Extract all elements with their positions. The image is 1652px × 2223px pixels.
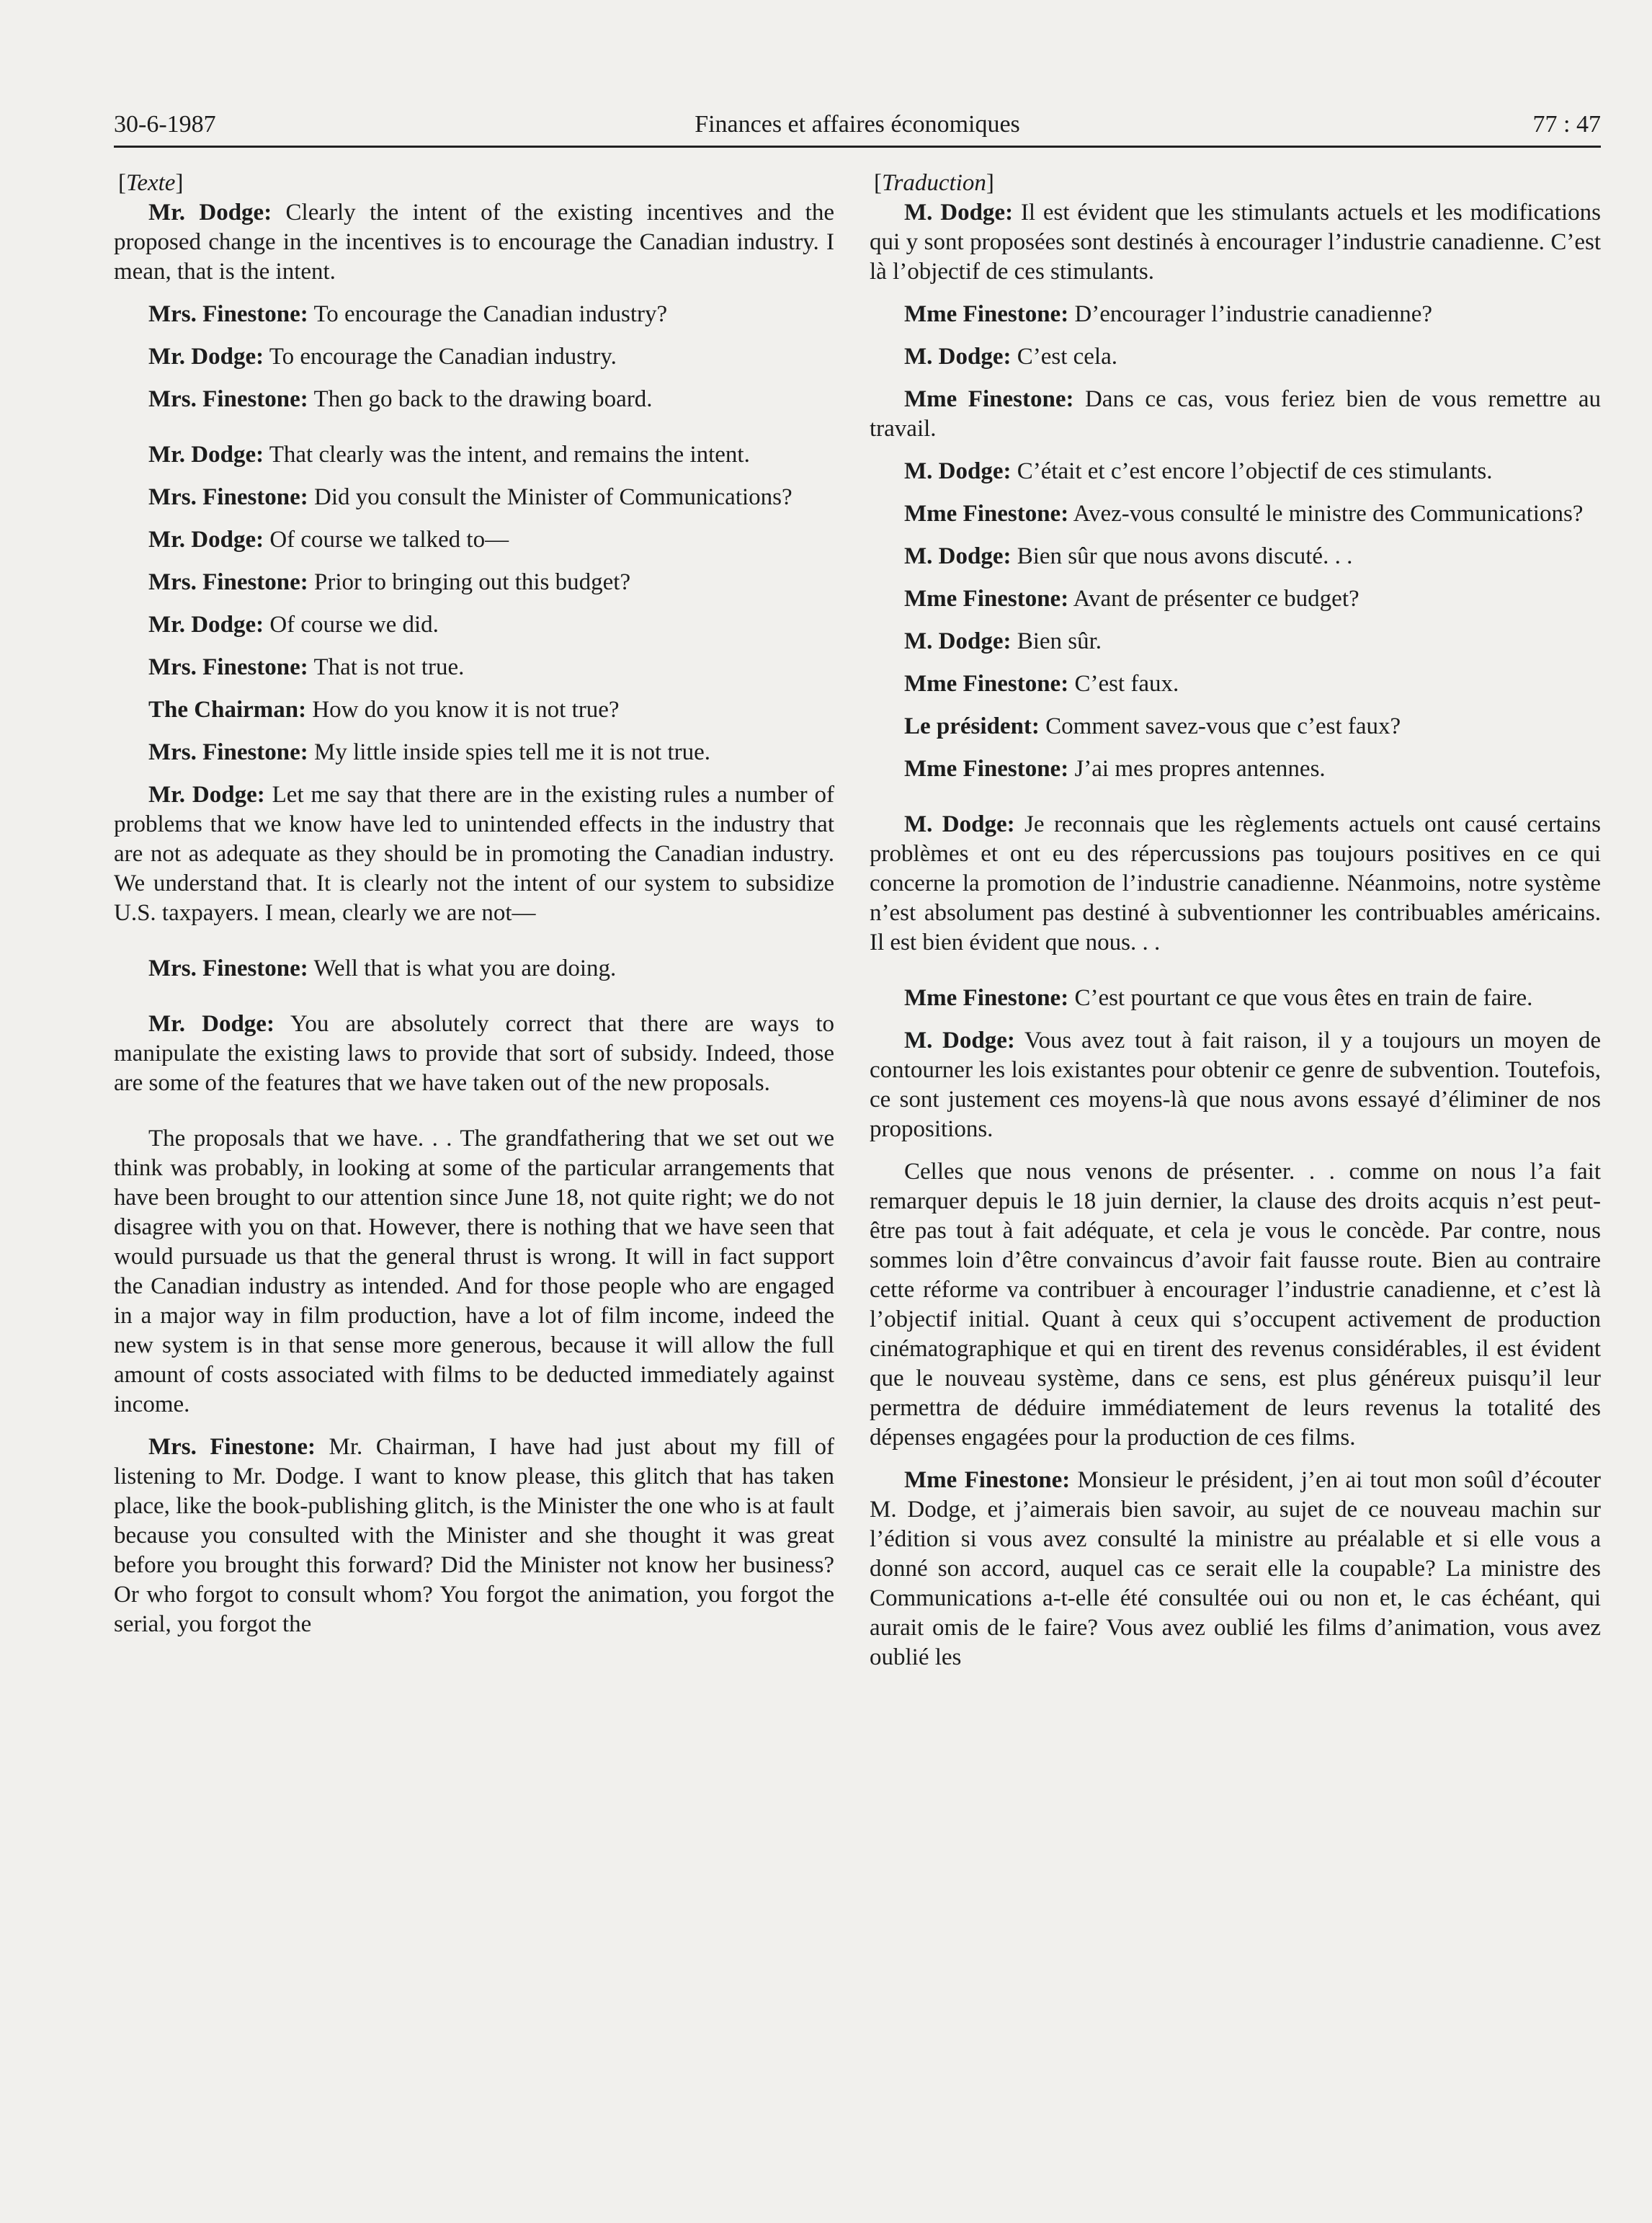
- speaker-name: Mme Finestone:: [904, 985, 1069, 1011]
- speech-text: Dans ce cas, vous feriez bien de vous remettre au travail.: [870, 386, 1601, 442]
- speaker-name: Mrs. Finestone:: [148, 569, 308, 595]
- speech-text: C’était et c’est encore l’objectif de ces stimulants.: [1011, 458, 1493, 484]
- speech-text: Celles que nous venons de présenter. . . comme on nous l’a fait remarquer depuis le 18 juin dernier, la clause des droits acquis n’est peut-être pas tout à fait adéquate, et cela je vous le concède. Par contre, nous sommes loin d’être convaincus d’avoir fait fausse route. Bien au contraire cette réforme va contribuer à encourager l’industrie canadienne, et c’est là l’objectif initial. Quant à ceux qui s’occupent activement de production cinématographique et qui en tirent des revenus considérables, il est évident que le nouveau système, dans ce sens, est plus généreux puisqu’il leur permettra de déduire immédiatement de leurs revenus la totalité des dépenses engagées pour la production de ces films.: [870, 1159, 1601, 1451]
- speaker-name: Mrs. Finestone:: [148, 386, 308, 412]
- dialogue-paragraph: [114, 610, 834, 640]
- speech-text: Of course we talked to—: [264, 527, 509, 553]
- speaker-name: Mme Finestone:: [904, 301, 1069, 327]
- speaker-name: Mr. Dodge:: [148, 1011, 274, 1037]
- dialogue-paragraph: [114, 653, 834, 682]
- dialogue-paragraph: [114, 1010, 834, 1098]
- speech-text: D’encourager l’industrie canadienne?: [1068, 301, 1433, 327]
- dialogue-paragraph: [870, 984, 1601, 1013]
- speech-text: My little inside spies tell me it is not true.: [308, 739, 710, 765]
- speech-text: Of course we did.: [264, 612, 439, 638]
- speech-text: C’est faux.: [1068, 671, 1179, 697]
- speaker-name: Mrs. Finestone:: [148, 484, 308, 510]
- dialogue-paragraph: [114, 568, 834, 597]
- header-page-number: 77 : 47: [1532, 111, 1601, 138]
- speech-text: That is not true.: [308, 654, 465, 680]
- speech-text: Monsieur le président, j’en ai tout mon soûl d’écouter M. Dodge, et j’aimerais bien savoir, au sujet de ce nouveau machin sur l’édition si vous avez consulté la ministre au préalable et si elle vous a donné son accord, auquel cas ce serait elle la coupable? La ministre des Communications a-t-elle été consultée oui ou non et, le cas échéant, qui aurait omis de le faire? Vous avez oublié les films d’animation, vous avez oublié les: [870, 1467, 1601, 1670]
- dialogue-paragraph: [870, 342, 1601, 372]
- speaker-name: Mr. Dodge:: [148, 782, 265, 808]
- speaker-name: Mme Finestone:: [904, 501, 1069, 527]
- speaker-name: Mr. Dodge:: [148, 344, 264, 370]
- speech-text: Prior to bringing out this budget?: [308, 569, 631, 595]
- speech-text: Clearly the intent of the existing incentives and the proposed change in the incentives is to encourage the Canadian industry. I mean, that is the intent.: [114, 200, 834, 285]
- dialogue-paragraph: [114, 1124, 834, 1420]
- dialogue-paragraph: [870, 810, 1601, 958]
- dialogue-paragraph: [114, 483, 834, 512]
- dialogue-paragraph: [870, 627, 1601, 656]
- header-date: 30-6-1987: [114, 111, 216, 138]
- speech-text: Then go back to the drawing board.: [308, 386, 653, 412]
- dialogue-paragraph: [114, 300, 834, 329]
- section-label-texte: [Texte]: [118, 170, 184, 196]
- dialogue-paragraph: [114, 1433, 834, 1639]
- dialogue-paragraph: [870, 669, 1601, 699]
- section-label-traduction: [Traduction]: [874, 170, 994, 196]
- speaker-name: M. Dodge:: [904, 628, 1012, 654]
- speech-text: You are absolutely correct that there are ways to manipulate the existing laws to provide that sort of subsidy. Indeed, those are some of the features that we have taken out of the new proposals.: [114, 1011, 834, 1096]
- speech-text: Well that is what you are doing.: [308, 955, 617, 981]
- speech-text: To encourage the Canadian industry?: [308, 301, 668, 327]
- speaker-name: The Chairman:: [148, 697, 307, 723]
- speaker-name: M. Dodge:: [904, 1028, 1015, 1053]
- speaker-name: Mme Finestone:: [904, 1467, 1071, 1493]
- speaker-name: Mme Finestone:: [904, 756, 1069, 782]
- speaker-name: Mme Finestone:: [904, 386, 1074, 412]
- speech-text: Il est évident que les stimulants actuels et les modifications qui y sont proposées sont destinés à encourager l’industrie canadienne. C’est là l’objectif de ces stimulants.: [870, 200, 1601, 285]
- dialogue-paragraph: [870, 584, 1601, 614]
- speech-text: Vous avez tout à fait raison, il y a toujours un moyen de contourner les lois existantes pour obtenir ce genre de subvention. Toutefois, ce sont justement ces moyens-là que nous avons essayé d’éliminer de nos propositions.: [870, 1028, 1602, 1142]
- speaker-name: Mrs. Finestone:: [148, 654, 308, 680]
- speaker-name: Mrs. Finestone:: [148, 739, 308, 765]
- french-column: [870, 169, 1601, 1685]
- speech-text: Mr. Chairman, I have had just about my fill of listening to Mr. Dodge. I want to know please, this glitch that has taken place, like the book-publishing glitch, is the Minister the one who is at fault because you consulted with the Minister and she thought it was great before you brought this forward? Did the Minister not know her business? Or who forgot to consult whom? You forgot the animation, you forgot the serial, you forgot the: [114, 1434, 834, 1637]
- dialogue-paragraph: [114, 954, 834, 984]
- speaker-name: Mme Finestone:: [904, 671, 1069, 697]
- speech-text: Avant de présenter ce budget?: [1068, 586, 1359, 612]
- speaker-name: Mrs. Finestone:: [148, 301, 308, 327]
- speaker-name: Mrs. Finestone:: [148, 1434, 316, 1460]
- dialogue-paragraph: [114, 342, 834, 372]
- dialogue-paragraph: [870, 1157, 1601, 1453]
- speech-text: To encourage the Canadian industry.: [264, 344, 617, 370]
- speech-text: Comment savez-vous que c’est faux?: [1039, 713, 1401, 739]
- speaker-name: M. Dodge:: [904, 543, 1012, 569]
- dialogue-paragraph: [870, 300, 1601, 329]
- speech-text: Did you consult the Minister of Communications?: [308, 484, 792, 510]
- speech-text: That clearly was the intent, and remains the intent.: [264, 442, 750, 468]
- dialogue-paragraph: [114, 695, 834, 725]
- speech-text: Je reconnais que les règlements actuels ont causé certains problèmes et ont eu des répercussions pas toujours positives en ce qui concerne la promotion de l’industrie canadienne. Néanmoins, notre système n’est absolument pas destiné à subventionner les contribuables américains. Il est bien évident que nous. . .: [870, 811, 1602, 955]
- english-column: [114, 169, 834, 1652]
- speech-text: C’est cela.: [1011, 344, 1117, 370]
- dialogue-paragraph: [870, 457, 1601, 486]
- dialogue-paragraph: [870, 1466, 1601, 1672]
- speaker-name: Mr. Dodge:: [148, 200, 272, 226]
- speech-text: Bien sûr que nous avons discuté. . .: [1011, 543, 1353, 569]
- speech-text: J’ai mes propres antennes.: [1068, 756, 1326, 782]
- speaker-name: Mr. Dodge:: [148, 612, 264, 638]
- dialogue-paragraph: [870, 499, 1601, 529]
- dialogue-paragraph: [114, 738, 834, 767]
- dialogue-paragraph: [114, 385, 834, 414]
- dialogue-paragraph: [870, 1026, 1601, 1144]
- dialogue-paragraph: [114, 780, 834, 928]
- speech-text: Let me say that there are in the existing rules a number of problems that we know have led to unintended effects in the industry that are not as adequate as they should be in promoting the Canadian industry. We understand that. It is clearly not the intent of our system to subsidize U.S. taxpayers. I mean, clearly we are not—: [114, 782, 834, 926]
- speaker-name: M. Dodge:: [904, 200, 1014, 226]
- dialogue-paragraph: [870, 754, 1601, 784]
- speaker-name: Mr. Dodge:: [148, 442, 264, 468]
- speech-text: Bien sûr.: [1011, 628, 1102, 654]
- dialogue-paragraph: [870, 385, 1601, 444]
- speaker-name: M. Dodge:: [904, 811, 1015, 837]
- speaker-name: Mrs. Finestone:: [148, 955, 308, 981]
- speaker-name: Mr. Dodge:: [148, 527, 264, 553]
- speech-text: C’est pourtant ce que vous êtes en train de faire.: [1068, 985, 1533, 1011]
- speaker-name: M. Dodge:: [904, 458, 1012, 484]
- dialogue-paragraph: [870, 542, 1601, 571]
- speaker-name: M. Dodge:: [904, 344, 1012, 370]
- dialogue-paragraph: [870, 198, 1601, 287]
- speaker-name: Mme Finestone:: [904, 586, 1069, 612]
- speech-text: Avez-vous consulté le ministre des Communications?: [1068, 501, 1584, 527]
- speech-text: How do you know it is not true?: [306, 697, 620, 723]
- running-header: [114, 110, 1601, 148]
- speech-text: The proposals that we have. . . The grandfathering that we set out we think was probably, in looking at some of the particular arrangements that have been brought to our attention since June 18, not quite right; we do not disagree with you on that. However, there is nothing that we have seen that would pursuade us that the general thrust is wrong. It will in fact support the Canadian industry as intended. And for those people who are engaged in a major way in film production, have a lot of film income, indeed the new system is in that sense more generous, because it will allow the full amount of costs associated with films to be deducted immediately against income.: [114, 1126, 834, 1417]
- speaker-name: Le président:: [904, 713, 1040, 739]
- dialogue-paragraph: [114, 198, 834, 287]
- dialogue-paragraph: [114, 525, 834, 555]
- dialogue-paragraph: [870, 712, 1601, 741]
- dialogue-paragraph: [114, 440, 834, 470]
- header-title: Finances et affaires économiques: [695, 111, 1020, 138]
